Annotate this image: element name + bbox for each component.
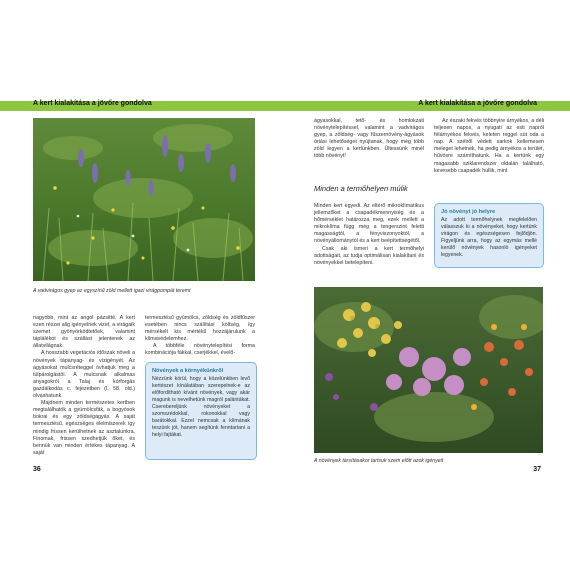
info-box-text: Nézzünk körül, hogy a közelünkben levő kertészet kínálatában szerepelnek-e az előfordítható kívánt növények, vagy akár magunk is nevelhetünk magról palántákat. Cserebereljünk növényeket a szomszédokkal, rokonokkal vagy barátokkal. Ezzel nemcsak a klímának teszünk jót, hanem segítünk fenntartani a helyi fajtákat. [152,376,250,438]
info-box-local-plants [145,362,257,460]
paragraph: termesztésű gyümölcs, zöldség és zöldfűszer esetében nincs szállítási költség, így mérsékelt kis mértékű hozzájárulunk a klímavédelemhez. [145,315,255,343]
text-column-1-mid [314,203,424,267]
paragraph: A többféle növénytelepítési forma kombinációja fákkal, cserjékkel, évelő- [145,343,255,357]
text-column-2 [145,315,255,358]
text-column-1-top [314,118,424,161]
section-heading: Minden a termőhelyen múlik [314,184,408,193]
meadow-image [33,118,255,281]
right-page [285,0,570,570]
page-number: 36 [33,466,41,473]
photo-caption: A növények társításakor tartsuk szem előtt azok igényeit [314,458,444,464]
wildflower-meadow-photo [33,118,255,281]
info-box-title: Jó növényt jó helyre [441,209,496,215]
info-box-right-place [434,203,544,268]
paragraph: Majdnem minden természetes kertben megtalálhatók a gyümölcsfák, a bogyósok bokrai és egy zöldségágyás. A saját termesztésű, egészséges élelmiszerek így mindig frissen kerülhetnek az asztalunkra. Finomak, frissen szedhetjük őket, és bennük van minden értékes tápanyag. A saját [33,400,135,456]
paragraph: Minden kert egyedi. Az eltérő mikroklímatikus jellemzőket a csapadékmennyiség és a hőmérséklet határozza meg, ezek mellett a mikroklíma függ még a tengerszint feletti magasságtól, a fényviszonyoktól, a növényállománytól és a kert beépítettségétől. [314,203,424,245]
garden-image [314,287,543,453]
paragraph: ágyasokkal, tető- és homlokzati növénytelepítéssel, valamint a vadvirágos gyep, a zöldség- vagy fűszernövény-ágyások óriási lehetőséget nyújtanak, hogy még több zöld legyen a kertünkben. Ültessünk minél több növényt! [314,118,424,160]
paragraph: Az északi fekvés többnyire árnyékos, a déli teljesen napos, a nyugati az esti napról félárnyékos fekvés, keleten reggel süt oda a nap. A szélről védett sarkok kellemesen meleget lehetnek, ha pedig árnyékos a terület, hűvösre számíthatunk. Ha a kertünk egy magasabb sziklarendszer oldalán található, kevesebb csapadék hullik, mint [434,118,544,174]
info-box-text: Az adott termőhelynek megfelelően válasszuk ki a növényeket, hogy kertünk virágon és egészségesen fejlődjön. Figyeljünk arra, hogy az egymás mellé kerülő növények hasonló igényeket legyenek. [441,217,537,258]
info-box-title: Növények a környékünkről [152,368,224,374]
text-column-1 [33,315,135,457]
header-title: A kert kialakítása a jövőre gondolva [33,100,152,107]
photo-caption: A vadvirágos gyep az egyszínű zöld mellett igazi virágpompát teremt [33,288,191,294]
text-column-2-top [434,118,544,175]
paragraph: A hosszabb vegetációs időszak növeli a növények tápanyag- és vízigényét. Az ágyásokat mulcsréteggel óvhatjuk meg a túlpárolgástól. A mulcsnak alkalmas anyagokról a Talaj és kórforgás gazdálkodás c. fejezetben (I. 58. old.) olvashatunk. [33,350,135,400]
page-number: 37 [533,466,541,473]
paragraph: Csak aki ismeri a kert termőhelyi adottságait, az tudja optimálisan kialakítani és növényekkel betelepíteni. [314,245,424,266]
paragraph: nagyobb, mint az angol pázsitté. A kert ezen részei alig igényelnek vizet, a virágaik szemet gyönyörködtetőek, valamint táplálékot és szállást jelentenek az állatvilágnak. [33,315,135,350]
flower-border-photo [314,287,543,453]
header-title: A kert kialakítása a jövőre gondolva [418,100,537,107]
